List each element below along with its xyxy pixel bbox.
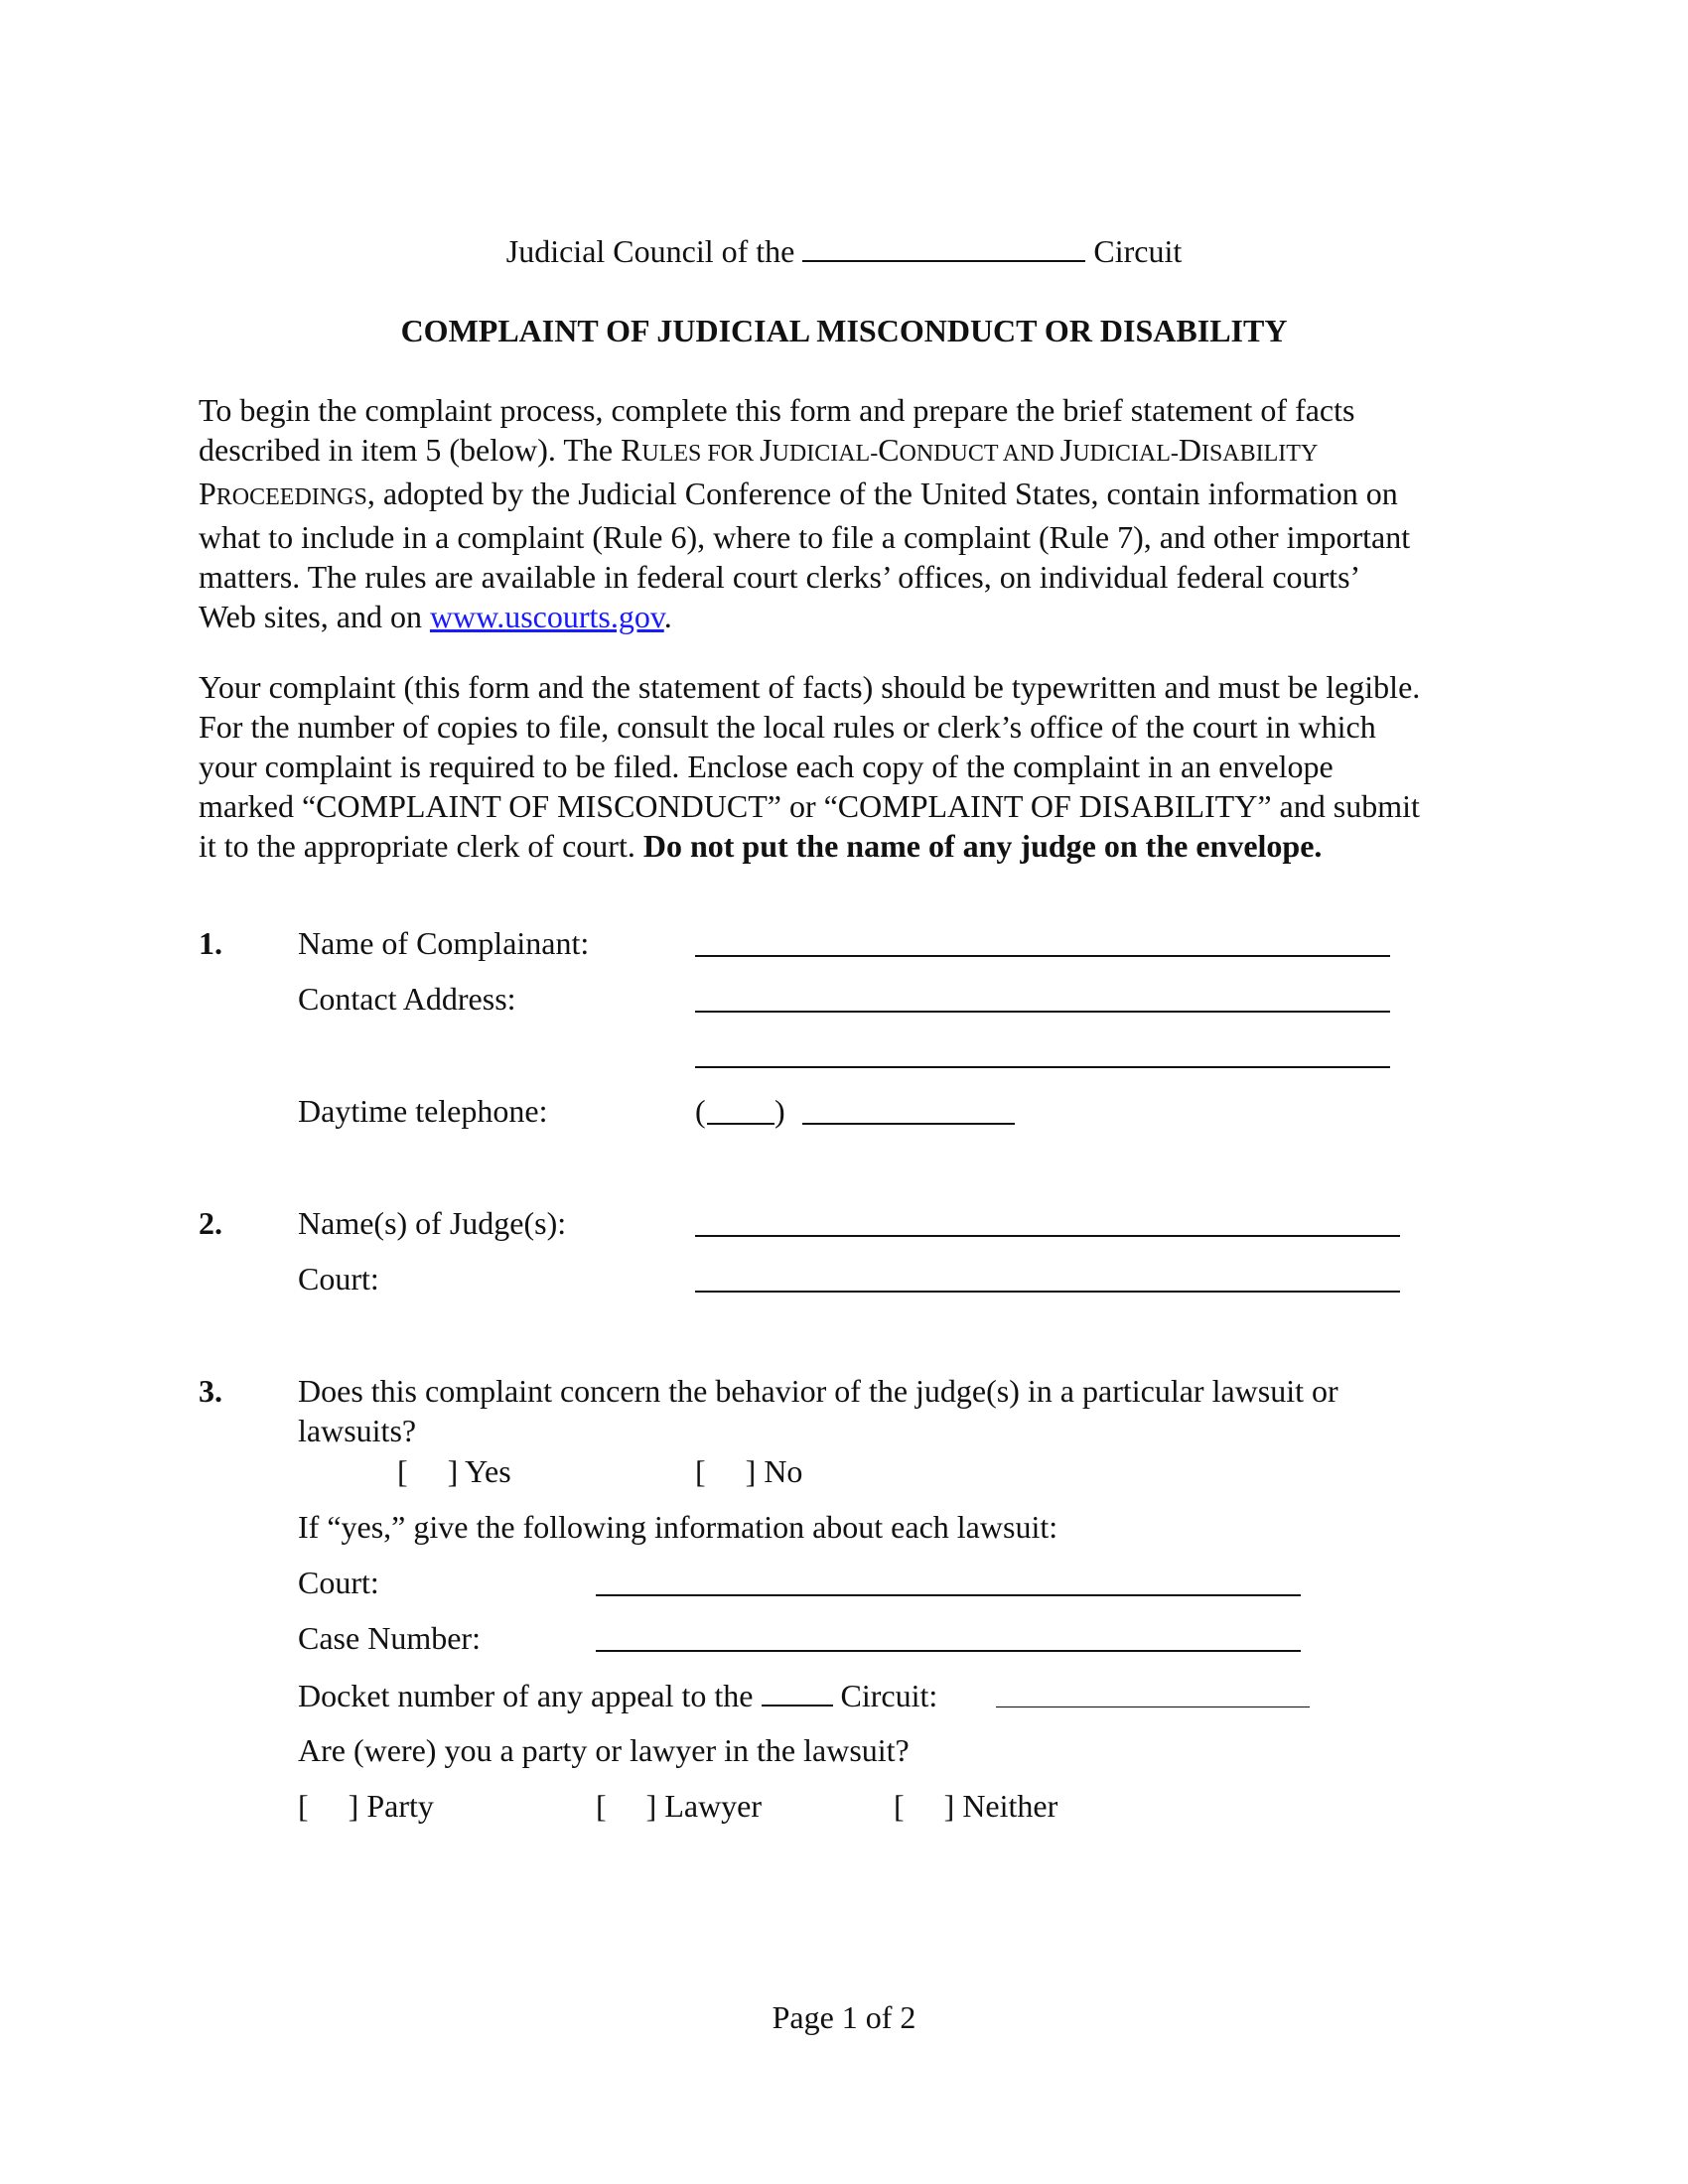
rules-title-part: UDICIAL- bbox=[1072, 441, 1179, 467]
instructions-line-4: marked “COMPLAINT OF MISCONDUCT” or “COMPLAINT OF DISABILITY” and submit bbox=[199, 788, 1420, 824]
no-label: No bbox=[764, 1453, 803, 1489]
council-suffix: Circuit bbox=[1093, 233, 1183, 269]
form-title: COMPLAINT OF JUDICIAL MISCONDUCT OR DISABILITY bbox=[400, 313, 1288, 348]
neither-label: Neither bbox=[962, 1788, 1058, 1824]
intro-line-2 bbox=[199, 430, 1489, 474]
bracket-open: [ bbox=[695, 1453, 706, 1489]
intro-line-1: To begin the complaint process, complete this form and prepare the brief statement of facts bbox=[199, 392, 1355, 428]
neither-checkbox[interactable] bbox=[894, 1786, 1057, 1826]
instructions-paragraph bbox=[199, 667, 1489, 866]
case-number-label: Case Number: bbox=[298, 1620, 481, 1656]
if-yes-instruction: If “yes,” give the following information about each lawsuit: bbox=[298, 1509, 1058, 1545]
bracket-open: [ bbox=[596, 1788, 607, 1824]
section-1-number: 1. bbox=[199, 925, 222, 961]
area-code-close-paren: ) bbox=[774, 1093, 785, 1129]
bracket-close: ] bbox=[348, 1788, 359, 1824]
lawsuit-court-label: Court: bbox=[298, 1565, 379, 1600]
telephone-number-field[interactable] bbox=[802, 1123, 1015, 1125]
yes-label: Yes bbox=[465, 1453, 511, 1489]
appeal-circuit-field[interactable] bbox=[762, 1675, 833, 1706]
docket-prefix: Docket number of any appeal to the bbox=[298, 1678, 754, 1713]
section-3-number: 3. bbox=[199, 1373, 222, 1409]
docket-number-field[interactable] bbox=[996, 1706, 1310, 1707]
judge-court-field[interactable] bbox=[695, 1291, 1400, 1293]
rules-title-part: R bbox=[621, 432, 642, 468]
council-header bbox=[0, 230, 1688, 271]
complainant-name-field[interactable] bbox=[695, 955, 1390, 957]
docket-suffix: Circuit: bbox=[840, 1678, 938, 1713]
intro-line-3 bbox=[199, 474, 1489, 517]
complainant-name-label: Name of Complainant: bbox=[298, 925, 590, 961]
judge-names-label: Name(s) of Judge(s): bbox=[298, 1205, 567, 1241]
intro-text: , adopted by the Judicial Conference of the United States, contain information on bbox=[366, 476, 1398, 511]
lawsuit-question-line-2: lawsuits? bbox=[298, 1413, 417, 1448]
bracket-close: ] bbox=[745, 1453, 757, 1489]
party-lawyer-question: Are (were) you a party or lawyer in the lawsuit? bbox=[298, 1732, 910, 1768]
yes-checkbox[interactable] bbox=[397, 1451, 511, 1491]
intro-line-4: what to include in a complaint (Rule 6), where to file a complaint (Rule 7), and other important bbox=[199, 519, 1411, 555]
intro-line-5: matters. The rules are available in federal court clerks’ offices, on individual federal courts’ bbox=[199, 559, 1361, 595]
instructions-line-2: For the number of copies to file, consult the local rules or clerk’s office of the court in which bbox=[199, 709, 1376, 745]
rules-title-part: ONDUCT AND bbox=[899, 441, 1060, 467]
rules-title-part: J bbox=[1059, 432, 1073, 468]
uscourts-link[interactable]: www.uscourts.gov bbox=[429, 599, 664, 634]
no-checkbox[interactable] bbox=[695, 1451, 802, 1491]
contact-address-field-2[interactable] bbox=[695, 1066, 1390, 1068]
envelope-warning: Do not put the name of any judge on the envelope. bbox=[642, 828, 1323, 864]
rules-title-part: ISABILITY bbox=[1200, 441, 1319, 467]
bracket-open: [ bbox=[894, 1788, 905, 1824]
intro-paragraph bbox=[199, 390, 1489, 636]
area-code-field[interactable] bbox=[707, 1123, 774, 1125]
instructions-text: it to the appropriate clerk of court. bbox=[199, 828, 643, 864]
bracket-close: ] bbox=[447, 1453, 459, 1489]
case-number-field[interactable] bbox=[596, 1650, 1301, 1652]
instructions-line-1: Your complaint (this form and the statement of facts) should be typewritten and must be legible. bbox=[199, 669, 1421, 705]
bracket-close: ] bbox=[943, 1788, 955, 1824]
rules-title-part: D bbox=[1178, 432, 1201, 468]
intro-text: . bbox=[663, 599, 672, 634]
intro-line-6 bbox=[199, 597, 1489, 636]
bracket-open: [ bbox=[298, 1788, 309, 1824]
page-number: Page 1 of 2 bbox=[772, 1999, 916, 2035]
lawsuit-question-line-1: Does this complaint concern the behavior of the judge(s) in a particular lawsuit or bbox=[298, 1373, 1338, 1409]
rules-title-part: UDICIAL- bbox=[772, 441, 879, 467]
daytime-telephone-label: Daytime telephone: bbox=[298, 1093, 548, 1129]
contact-address-label: Contact Address: bbox=[298, 981, 516, 1017]
party-label: Party bbox=[366, 1788, 434, 1824]
lawsuit-court-field[interactable] bbox=[596, 1594, 1301, 1596]
party-checkbox[interactable] bbox=[298, 1786, 434, 1826]
council-prefix: Judicial Council of the bbox=[505, 233, 795, 269]
instructions-line-5 bbox=[199, 826, 1489, 866]
bracket-close: ] bbox=[645, 1788, 657, 1824]
intro-text: Web sites, and on bbox=[199, 599, 430, 634]
docket-number-label bbox=[298, 1675, 937, 1715]
contact-address-field-1[interactable] bbox=[695, 1011, 1390, 1013]
rules-title-part: J bbox=[760, 432, 773, 468]
judge-names-field[interactable] bbox=[695, 1235, 1400, 1237]
section-2-number: 2. bbox=[199, 1205, 222, 1241]
rules-title-part: ULES FOR bbox=[641, 441, 761, 467]
rules-title-part: ROCEEDINGS bbox=[215, 484, 367, 510]
lawyer-checkbox[interactable] bbox=[596, 1786, 762, 1826]
intro-text: described in item 5 (below). The bbox=[199, 432, 622, 468]
area-code-open-paren: ( bbox=[695, 1093, 706, 1129]
instructions-line-3: your complaint is required to be filed. Enclose each copy of the complaint in an envelope bbox=[199, 749, 1334, 784]
lawyer-label: Lawyer bbox=[664, 1788, 763, 1824]
circuit-name-field[interactable] bbox=[802, 230, 1085, 262]
rules-title-part: C bbox=[878, 432, 900, 468]
judge-court-label: Court: bbox=[298, 1261, 379, 1297]
rules-title-part: P bbox=[199, 476, 216, 511]
bracket-open: [ bbox=[397, 1453, 408, 1489]
